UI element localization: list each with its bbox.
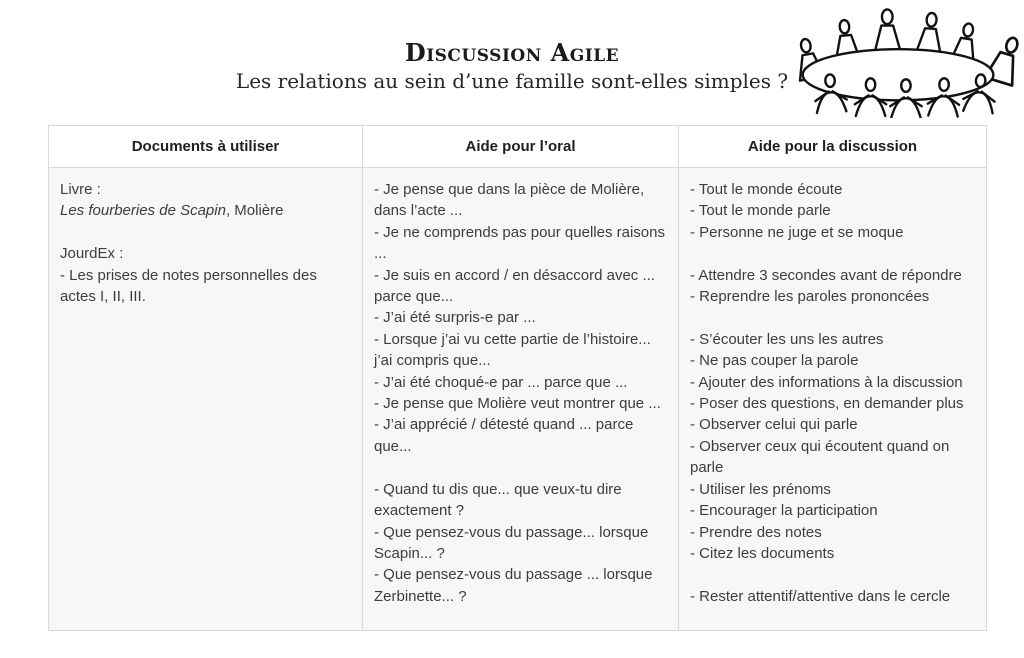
cell-line: - Lorsque j’ai vu cette partie de l’histoire... j’ai compris que... <box>374 330 651 370</box>
cell-line: - J’ai apprécié / détesté quand ... parce que... <box>374 416 634 455</box>
cell-line: - Ne pas couper la parole <box>690 352 859 370</box>
page-subtitle: Les relations au sein d’une famille sont-elles simples ? <box>235 69 789 93</box>
column-header-aide-oral: Aide pour l’oral <box>363 126 679 168</box>
cell-line <box>690 307 975 328</box>
column-body-aide-oral <box>363 168 679 631</box>
cell-line: - Attendre 3 secondes avant de répondre <box>690 266 962 284</box>
cell-line: - Poser des questions, en demander plus <box>690 395 964 413</box>
cell-line: - Je suis en accord / en désaccord avec ... parce que... <box>374 266 655 306</box>
cell-line: - Observer ceux qui écoutent quand on parle <box>690 437 950 477</box>
cell-line: - Que pensez-vous du passage... lorsque Scapin... ? <box>374 523 649 562</box>
cell-line: - Ajouter des informations à la discussion <box>690 373 963 391</box>
cell-line: - Que pensez-vous du passage ... lorsque Zerbinette... ? <box>374 566 653 605</box>
cell-line <box>690 564 975 585</box>
cell-line: - Prendre des notes <box>690 523 822 541</box>
column-body-documents <box>49 168 363 631</box>
cell-line: - Tout le monde écoute <box>690 181 843 198</box>
table-header-row <box>49 126 987 168</box>
cell-line: - Je pense que dans la pièce de Molière, dans l’acte ... <box>374 181 645 220</box>
cell-line: - Citez les documents <box>690 544 835 562</box>
table-body-row <box>49 168 987 631</box>
page-title: Discussion Agile <box>404 38 620 67</box>
cell-line: - Je ne comprends pas pour quelles raisons ... <box>374 223 665 263</box>
column-header-documents: Documents à utiliser <box>49 126 363 168</box>
cell-line <box>690 243 975 264</box>
cell-line: - Observer celui qui parle <box>690 416 858 434</box>
cell-line: - Encourager la participation <box>690 502 878 520</box>
cell-line: - J’ai été choqué-e par ... parce que ... <box>374 373 628 391</box>
worksheet-table <box>48 125 987 631</box>
cell-line: JourdEx : <box>60 245 124 263</box>
people-around-oval-table-sketch-icon <box>784 2 1020 118</box>
column-header-aide-discussion: Aide pour la discussion <box>679 126 987 168</box>
cell-line: - Tout le monde parle <box>690 202 831 220</box>
cell-line: - S’écouter les uns les autres <box>690 330 884 348</box>
cell-line <box>374 457 667 478</box>
cell-line: Livre : <box>60 181 101 198</box>
cell-line: - Rester attentif/attentive dans le cercle <box>690 587 951 605</box>
cell-line: Les fourberies de Scapin, Molière <box>60 202 284 220</box>
cell-line: - J’ai été surpris-e par ... <box>374 309 536 327</box>
cell-line: - Personne ne juge et se moque <box>690 223 904 241</box>
cell-line: - Quand tu dis que... que veux-tu dire exactement ? <box>374 480 622 520</box>
cell-line: - Les prises de notes personnelles des actes I, II, III. <box>60 266 317 306</box>
column-body-aide-discussion <box>679 168 987 631</box>
discussion-circle-illustration <box>784 2 1020 118</box>
cell-line: - Je pense que Molière veut montrer que ... <box>374 395 661 413</box>
cell-line <box>60 222 351 243</box>
cell-line: - Reprendre les paroles prononcées <box>690 288 930 306</box>
cell-line: - Utiliser les prénoms <box>690 480 831 498</box>
